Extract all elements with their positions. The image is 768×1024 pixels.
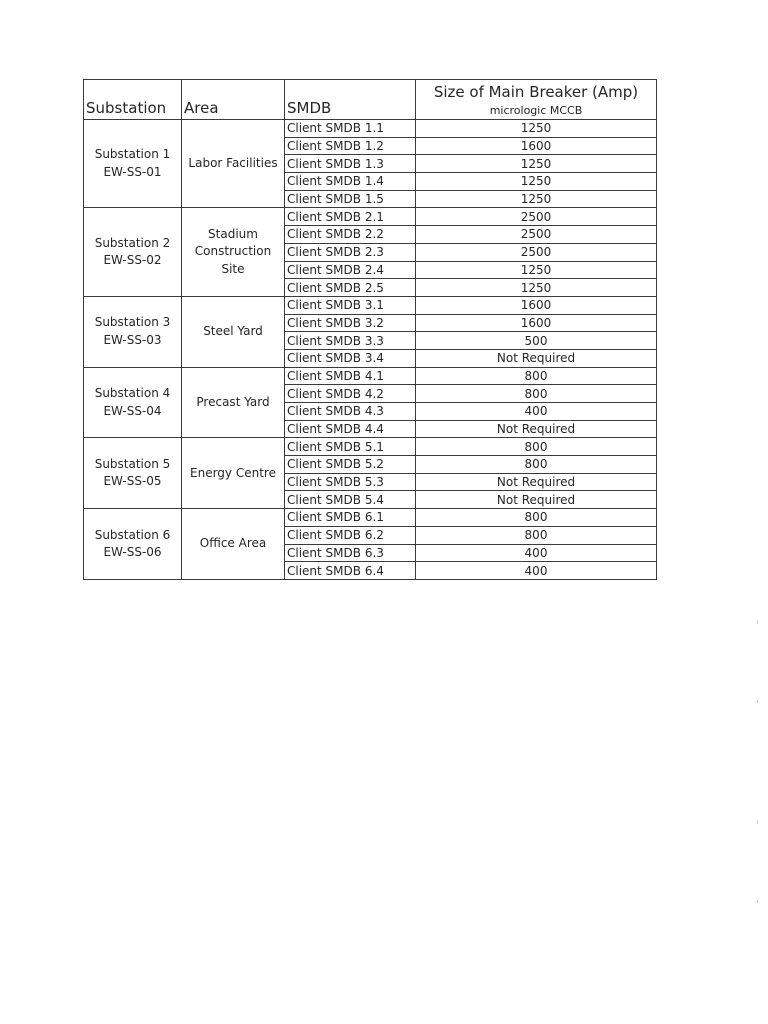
smdb-cell: Client SMDB 1.5 — [285, 190, 416, 208]
header-size-title: Size of Main Breaker (Amp) — [433, 82, 639, 101]
smdb-cell: Client SMDB 2.5 — [285, 279, 416, 297]
breaker-size-cell: 500 — [416, 332, 657, 350]
area-cell: Stadium Construction Site — [182, 208, 285, 296]
smdb-cell: Client SMDB 2.1 — [285, 208, 416, 226]
breaker-size-cell: 1250 — [416, 261, 657, 279]
breaker-size-cell: 1600 — [416, 137, 657, 155]
substation-cell: Substation 6 EW-SS-06 — [84, 509, 182, 580]
header-size-subtitle: micrologic MCCB — [489, 103, 583, 117]
smdb-cell: Client SMDB 2.2 — [285, 226, 416, 244]
breaker-size-cell: 1250 — [416, 190, 657, 208]
breaker-size-cell: Not Required — [416, 491, 657, 509]
header-area: Area — [182, 80, 285, 120]
table-row — [84, 208, 657, 226]
table-row — [84, 509, 657, 527]
smdb-cell: Client SMDB 4.1 — [285, 367, 416, 385]
breaker-size-cell: 1250 — [416, 120, 657, 138]
smdb-cell: Client SMDB 4.2 — [285, 385, 416, 403]
breaker-size-cell: 1600 — [416, 314, 657, 332]
table-row — [84, 120, 657, 138]
breaker-size-cell: 400 — [416, 544, 657, 562]
smdb-cell: Client SMDB 3.4 — [285, 349, 416, 367]
smdb-cell: Client SMDB 4.3 — [285, 403, 416, 421]
breaker-size-cell: 1250 — [416, 279, 657, 297]
area-cell: Office Area — [182, 509, 285, 580]
breaker-size-cell: 800 — [416, 438, 657, 456]
smdb-cell: Client SMDB 6.1 — [285, 509, 416, 527]
smdb-cell: Client SMDB 5.1 — [285, 438, 416, 456]
breaker-size-cell: 1250 — [416, 155, 657, 173]
substation-cell: Substation 3 EW-SS-03 — [84, 296, 182, 367]
header-smdb: SMDB — [285, 80, 416, 120]
table-body — [84, 120, 657, 580]
area-cell: Steel Yard — [182, 296, 285, 367]
smdb-cell: Client SMDB 1.1 — [285, 120, 416, 138]
substation-cell: Substation 5 EW-SS-05 — [84, 438, 182, 509]
smdb-cell: Client SMDB 3.2 — [285, 314, 416, 332]
table-row — [84, 438, 657, 456]
substation-cell: Substation 4 EW-SS-04 — [84, 367, 182, 438]
breaker-size-cell: 400 — [416, 562, 657, 580]
smdb-cell: Client SMDB 4.4 — [285, 420, 416, 438]
smdb-cell: Client SMDB 2.3 — [285, 243, 416, 261]
header-row — [84, 80, 657, 120]
smdb-cell: Client SMDB 6.3 — [285, 544, 416, 562]
scan-mark — [757, 700, 758, 703]
breaker-table — [83, 79, 657, 580]
breaker-size-cell: 1600 — [416, 296, 657, 314]
scan-mark — [757, 900, 758, 903]
area-cell: Labor Facilities — [182, 120, 285, 208]
area-cell: Precast Yard — [182, 367, 285, 438]
smdb-cell: Client SMDB 1.2 — [285, 137, 416, 155]
smdb-cell: Client SMDB 6.4 — [285, 562, 416, 580]
header-size — [416, 80, 657, 120]
breaker-size-cell: Not Required — [416, 349, 657, 367]
breaker-size-cell: Not Required — [416, 420, 657, 438]
smdb-cell: Client SMDB 5.3 — [285, 473, 416, 491]
smdb-cell: Client SMDB 6.2 — [285, 526, 416, 544]
substation-cell: Substation 1 EW-SS-01 — [84, 120, 182, 208]
breaker-size-cell: 1250 — [416, 173, 657, 191]
substation-cell: Substation 2 EW-SS-02 — [84, 208, 182, 296]
smdb-cell: Client SMDB 5.4 — [285, 491, 416, 509]
scan-mark — [757, 820, 758, 824]
smdb-cell: Client SMDB 3.3 — [285, 332, 416, 350]
area-cell: Energy Centre — [182, 438, 285, 509]
smdb-cell: Client SMDB 3.1 — [285, 296, 416, 314]
smdb-cell: Client SMDB 5.2 — [285, 456, 416, 474]
smdb-cell: Client SMDB 1.3 — [285, 155, 416, 173]
breaker-size-cell: 800 — [416, 456, 657, 474]
breaker-size-cell: 800 — [416, 367, 657, 385]
scan-mark — [757, 620, 758, 624]
breaker-size-cell: 400 — [416, 403, 657, 421]
breaker-size-cell: 800 — [416, 509, 657, 527]
breaker-size-cell: 800 — [416, 385, 657, 403]
breaker-size-cell: 800 — [416, 526, 657, 544]
table-row — [84, 367, 657, 385]
breaker-size-cell: 2500 — [416, 243, 657, 261]
smdb-cell: Client SMDB 2.4 — [285, 261, 416, 279]
table-row — [84, 296, 657, 314]
breaker-size-cell: 2500 — [416, 208, 657, 226]
header-substation: Substation — [84, 80, 182, 120]
smdb-cell: Client SMDB 1.4 — [285, 173, 416, 191]
breaker-size-cell: 2500 — [416, 226, 657, 244]
breaker-size-cell: Not Required — [416, 473, 657, 491]
